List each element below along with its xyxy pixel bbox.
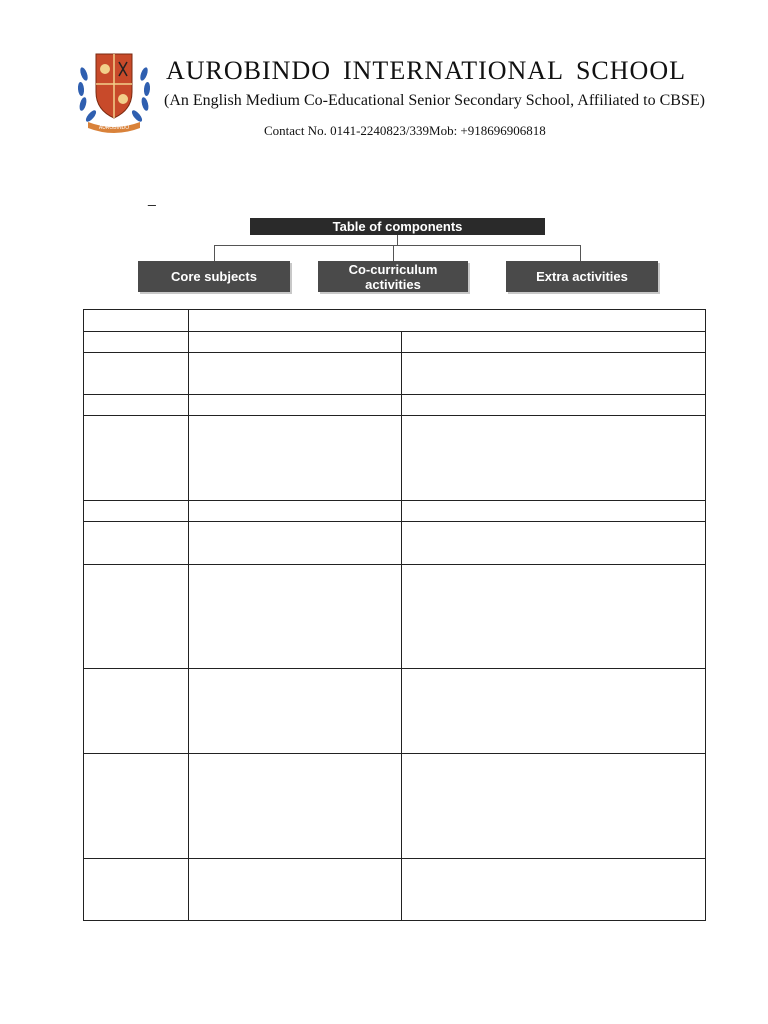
school-name: [166, 56, 686, 86]
school-contact: Contact No. 0141-2240823/339Mob: +918696906818: [264, 123, 546, 138]
table-row: [84, 310, 706, 332]
table-row: [84, 501, 706, 522]
table-cell: [189, 332, 402, 353]
table-cell: [189, 565, 402, 669]
table-cell: [189, 669, 402, 754]
table-cell: [402, 522, 706, 565]
school-name-word-3: SCHOOL: [575, 56, 686, 85]
table-cell: [189, 522, 402, 565]
table-cell: [402, 416, 706, 501]
table-cell: [189, 416, 402, 501]
table-cell: [402, 395, 706, 416]
table-cell: [84, 501, 189, 522]
connector-cocurriculum: [393, 245, 394, 261]
table-row: [84, 565, 706, 669]
table-cell: [84, 565, 189, 669]
table-cell: [189, 310, 706, 332]
table-cell: [84, 332, 189, 353]
connector-extra: [580, 245, 581, 261]
table-cell: [84, 353, 189, 395]
table-row: [84, 416, 706, 501]
school-subtitle: (An English Medium Co-Educational Senior Secondary School, Affiliated to CBSE): [164, 92, 705, 109]
table-cell: [84, 395, 189, 416]
connector-bar: [214, 245, 580, 246]
table-row: [84, 859, 706, 921]
table-cell: [402, 565, 706, 669]
table-cell: [402, 353, 706, 395]
table-cell: [402, 332, 706, 353]
table-cell: [84, 310, 189, 332]
table-row: [84, 669, 706, 754]
connector-core: [214, 245, 215, 261]
table-cell: [84, 416, 189, 501]
co-curriculum-line-2: activities: [365, 276, 421, 292]
school-name-word-2: INTERNATIONAL: [343, 56, 564, 85]
table-cell: [402, 754, 706, 859]
table-row: [84, 353, 706, 395]
connector-stem: [397, 235, 398, 245]
table-row: [84, 395, 706, 416]
table-cell: [189, 859, 402, 921]
school-header: [74, 44, 714, 144]
table-row: [84, 332, 706, 353]
co-curriculum-line-1: Co-curriculum: [348, 261, 438, 277]
logo-ribbon-text: AUROBINDO: [98, 125, 130, 131]
extra-activities-box: Extra activities: [506, 261, 658, 292]
table-cell: [402, 501, 706, 522]
dash-mark: _: [148, 190, 156, 206]
table-cell: [84, 669, 189, 754]
school-logo: [74, 44, 154, 134]
table-cell: [189, 754, 402, 859]
table-cell: [84, 754, 189, 859]
blank-grid-table: [83, 309, 706, 921]
components-title: Table of components: [250, 218, 545, 235]
table-cell: [402, 859, 706, 921]
table-cell: [402, 669, 706, 754]
table-cell: [189, 395, 402, 416]
table-cell: [84, 522, 189, 565]
table-cell: [84, 859, 189, 921]
table-row: [84, 522, 706, 565]
school-name-word-1: AUROBINDO: [166, 56, 331, 85]
table-row: [84, 754, 706, 859]
core-subjects-box: Core subjects: [138, 261, 290, 292]
table-cell: [189, 353, 402, 395]
co-curriculum-box: [318, 261, 468, 292]
table-cell: [189, 501, 402, 522]
